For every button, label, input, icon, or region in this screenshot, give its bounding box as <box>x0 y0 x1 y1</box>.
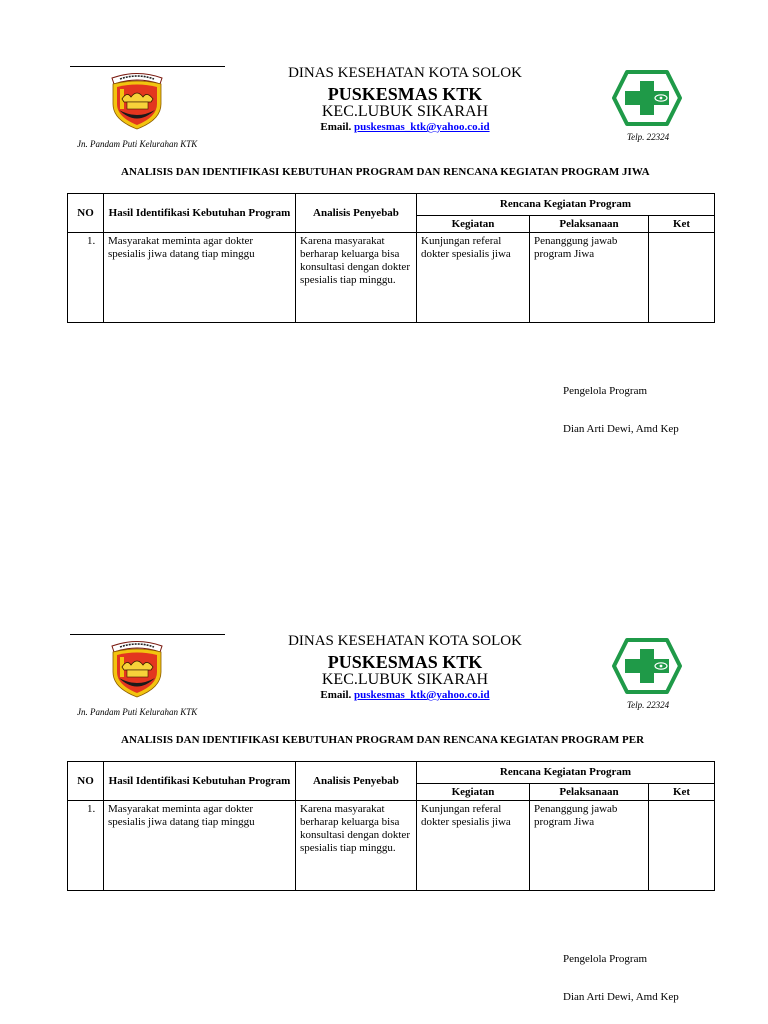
table-header-plan: Rencana Kegiatan Program <box>417 194 715 216</box>
city-emblem-icon <box>106 636 168 698</box>
email-label: Email. <box>320 689 352 701</box>
table-header-notes: Ket <box>649 784 715 801</box>
table-header-needs: Hasil Identifikasi Kebutuhan Program <box>104 194 296 233</box>
agency-name: DINAS KESEHATAN KOTA SOLOK <box>288 65 522 81</box>
puskesmas-logo-icon <box>610 68 684 128</box>
agency-name: DINAS KESEHATAN KOTA SOLOK <box>288 633 522 649</box>
address-text: Jn. Pandam Puti Kelurahan KTK <box>77 139 198 149</box>
table-row <box>68 801 715 891</box>
email-line <box>255 121 555 133</box>
document-title: ANALISIS DAN IDENTIFIKASI KEBUTUHAN PROGRAM DAN RENCANA KEGIATAN PROGRAM PER <box>121 734 645 746</box>
table-cell-implementation-text: Penanggung jawab program Jiwa <box>534 235 618 260</box>
table-cell-notes <box>649 801 715 891</box>
table-cell-activity-text: Kunjungan referal dokter spesialis jiwa <box>421 803 511 828</box>
table-cell-implementation-text: Penanggung jawab program Jiwa <box>534 803 618 828</box>
table-row <box>68 233 715 323</box>
table-header-needs: Hasil Identifikasi Kebutuhan Program <box>104 762 296 801</box>
signature-title: Pengelola Program <box>563 953 648 965</box>
table-header-implementation: Pelaksanaan <box>530 784 649 801</box>
table-header-notes: Ket <box>649 216 715 233</box>
table-header-row <box>68 194 715 216</box>
puskesmas-logo-icon <box>610 636 684 696</box>
table-cell-implementation <box>530 801 649 891</box>
table-header-row <box>68 762 715 784</box>
table-header-cause: Analisis Penyebab <box>296 194 417 233</box>
district-name: KEC.LUBUK SIKARAH <box>321 103 489 120</box>
table-cell-cause-text: Karena masyarakat berharap keluarga bisa konsultasi dengan dokter spesialis tiap minggu. <box>300 235 410 286</box>
email-link[interactable]: puskesmas_ktk@yahoo.co.id <box>354 121 490 133</box>
email-link[interactable]: puskesmas_ktk@yahoo.co.id <box>354 689 490 701</box>
facility-name: PUSKESMAS KTK <box>327 84 483 104</box>
table-cell-needs-text: Masyarakat meminta agar dokter spesialis jiwa datang tiap minggu <box>108 235 255 260</box>
table-header-activity: Kegiatan <box>417 216 530 233</box>
table-cell-needs-text: Masyarakat meminta agar dokter spesialis jiwa datang tiap minggu <box>108 803 255 828</box>
table-cell-needs <box>104 801 296 891</box>
program-analysis-table <box>67 761 715 891</box>
table-header-no: NO <box>68 762 104 801</box>
facility-name: PUSKESMAS KTK <box>327 652 483 672</box>
table-cell-no: 1. <box>68 801 104 891</box>
document-title: ANALISIS DAN IDENTIFIKASI KEBUTUHAN PROGRAM DAN RENCANA KEGIATAN PROGRAM JIWA <box>121 166 650 178</box>
district-name: KEC.LUBUK SIKARAH <box>321 671 489 688</box>
signature-name: Dian Arti Dewi, Amd Kep <box>563 991 679 1003</box>
table-cell-activity <box>417 233 530 323</box>
table-cell-activity-text: Kunjungan referal dokter spesialis jiwa <box>421 235 511 260</box>
program-analysis-table <box>67 193 715 323</box>
email-line <box>255 689 555 701</box>
table-cell-activity <box>417 801 530 891</box>
table-header-plan: Rencana Kegiatan Program <box>417 762 715 784</box>
signature-name: Dian Arti Dewi, Amd Kep <box>563 423 679 435</box>
table-cell-no: 1. <box>68 233 104 323</box>
table-header-cause: Analisis Penyebab <box>296 762 417 801</box>
email-label: Email. <box>320 121 352 133</box>
table-cell-implementation <box>530 233 649 323</box>
document-section <box>0 0 768 450</box>
table-header-implementation: Pelaksanaan <box>530 216 649 233</box>
table-cell-needs <box>104 233 296 323</box>
document-section <box>0 568 768 1018</box>
city-emblem-icon <box>106 68 168 130</box>
signature-title: Pengelola Program <box>563 385 648 397</box>
table-header-no: NO <box>68 194 104 233</box>
phone-text: Telp. 22324 <box>627 700 670 710</box>
phone-text: Telp. 22324 <box>627 132 670 142</box>
letterhead-rule <box>70 66 225 67</box>
table-cell-cause <box>296 233 417 323</box>
letterhead-rule <box>70 634 225 635</box>
table-cell-cause <box>296 801 417 891</box>
address-text: Jn. Pandam Puti Kelurahan KTK <box>77 707 198 717</box>
table-cell-cause-text: Karena masyarakat berharap keluarga bisa konsultasi dengan dokter spesialis tiap minggu. <box>300 803 410 854</box>
table-header-activity: Kegiatan <box>417 784 530 801</box>
table-cell-notes <box>649 233 715 323</box>
